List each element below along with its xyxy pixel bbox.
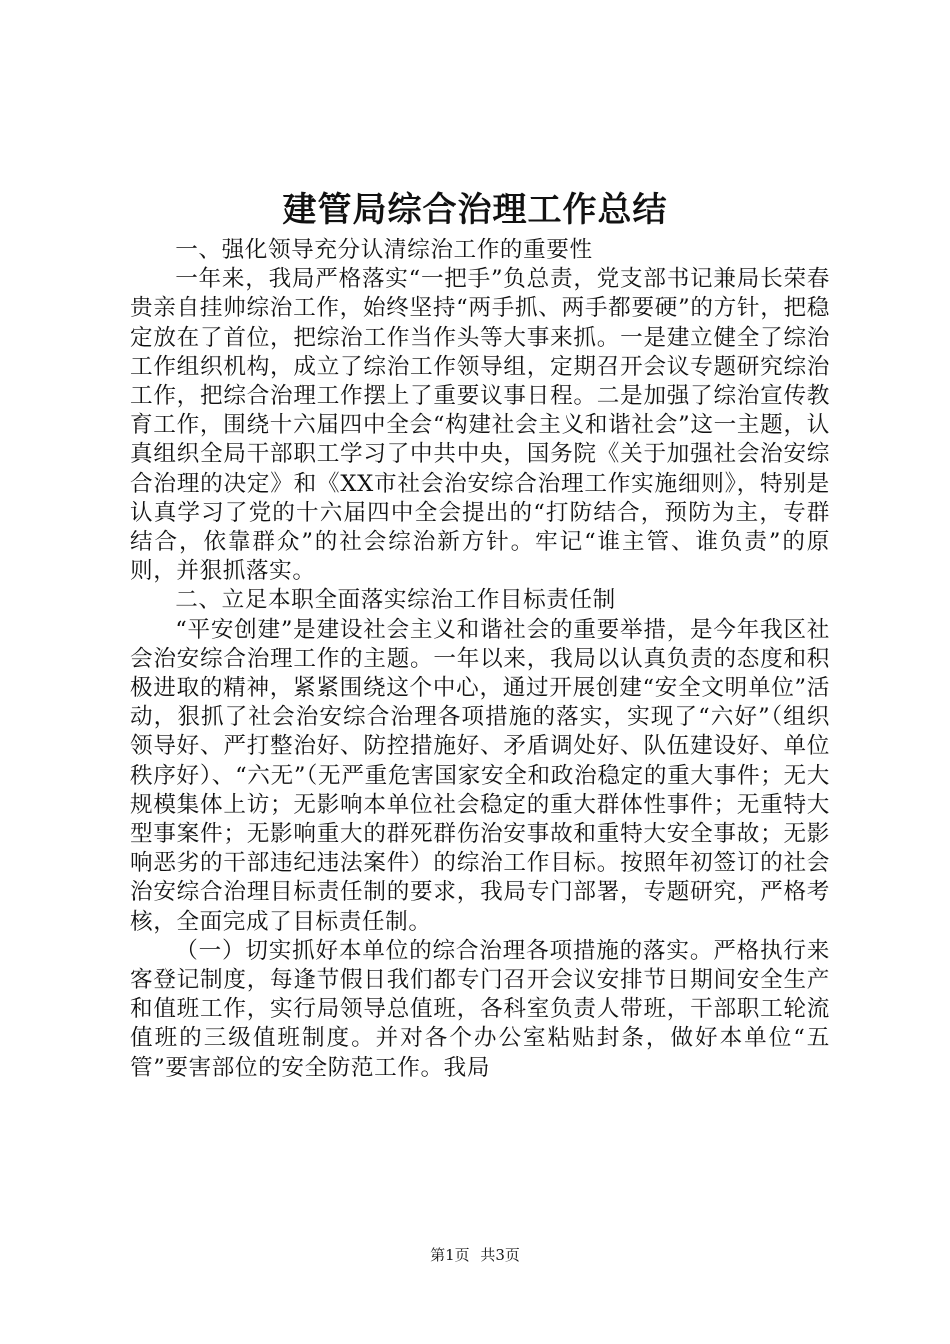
section-heading: 一、强化领导充分认清综治工作的重要性 [175, 237, 593, 263]
document-title: 建管局综合治理工作总结 [282, 190, 668, 230]
paragraph: “平安创建”是建设社会主义和谐社会的重要举措，是今年我区社会治安综合治理工作的主题。一年以来，我局以认真负责的态度和积极进取的精神，紧紧围绕这个中心，通过开展创建“安全文明单位”活动，狠抓了社会治安综合治理各项措施的落实，实现了“六好”（组织领导好、严打整治好、防控措施好、矛盾调处好、队伍建设好、单位秩序好）、“六无”（无严重危害国家安全和政治稳定的重大事件；无大规模集体上访；无影响本单位社会稳定的重大群体性事件；无重特大型事案件；无影响重大的群死群伤治安事故和重特大安全事故；无影响恶劣的干部违纪违法案件）的综治工作目标。按照年初签订的社会治安综合治理目标责任制的要求，我局专门部署，专题研究，严格考核，全面完成了目标责任制。 [130, 616, 830, 935]
section-1 [130, 236, 830, 586]
paragraph: 一年来，我局严格落实“一把手”负总责，党支部书记兼局长荣春贵亲自挂帅综治工作，始终坚持“两手抓、两手都要硬”的方针，把稳定放在了首位，把综治工作当作头等大事来抓。一是建立健全了综治工作组织机构，成立了综治工作领导组，定期召开会议专题研究综治工作，把综合治理工作摆上了重要议事日程。二是加强了综治宣传教育工作，围绕十六届四中全会“构建社会主义和谐社会”这一主题，认真组织全局干部职工学习了中共中央，国务院《关于加强社会治安综合治理的决定》和《XX市社会治安综合治理工作实施细则》，特别是认真学习了党的十六届四中全会提出的“打防结合，预防为主，专群结合，依靠群众”的社会综治新方针。牢记“谁主管、谁负责”的原则，并狠抓落实。 [130, 266, 830, 585]
page-number: 第1页 [430, 1246, 470, 1264]
section-heading: 二、立足本职全面落实综治工作目标责任制 [175, 587, 616, 614]
document-body [130, 236, 830, 1083]
section-2 [130, 586, 830, 1082]
page-total: 共3页 [480, 1246, 520, 1264]
page-footer [0, 1245, 950, 1265]
paragraph: （一）切实抓好本单位的综合治理各项措施的落实。严格执行来客登记制度，每逢节假日我们都专门召开会议安排节日期间安全生产和值班工作，实行局领导总值班，各科室负责人带班，干部职工轮流值班的三级值班制度。并对各个办公室粘贴封条，做好本单位“五管”要害部位的安全防范工作。我局 [130, 937, 830, 1081]
